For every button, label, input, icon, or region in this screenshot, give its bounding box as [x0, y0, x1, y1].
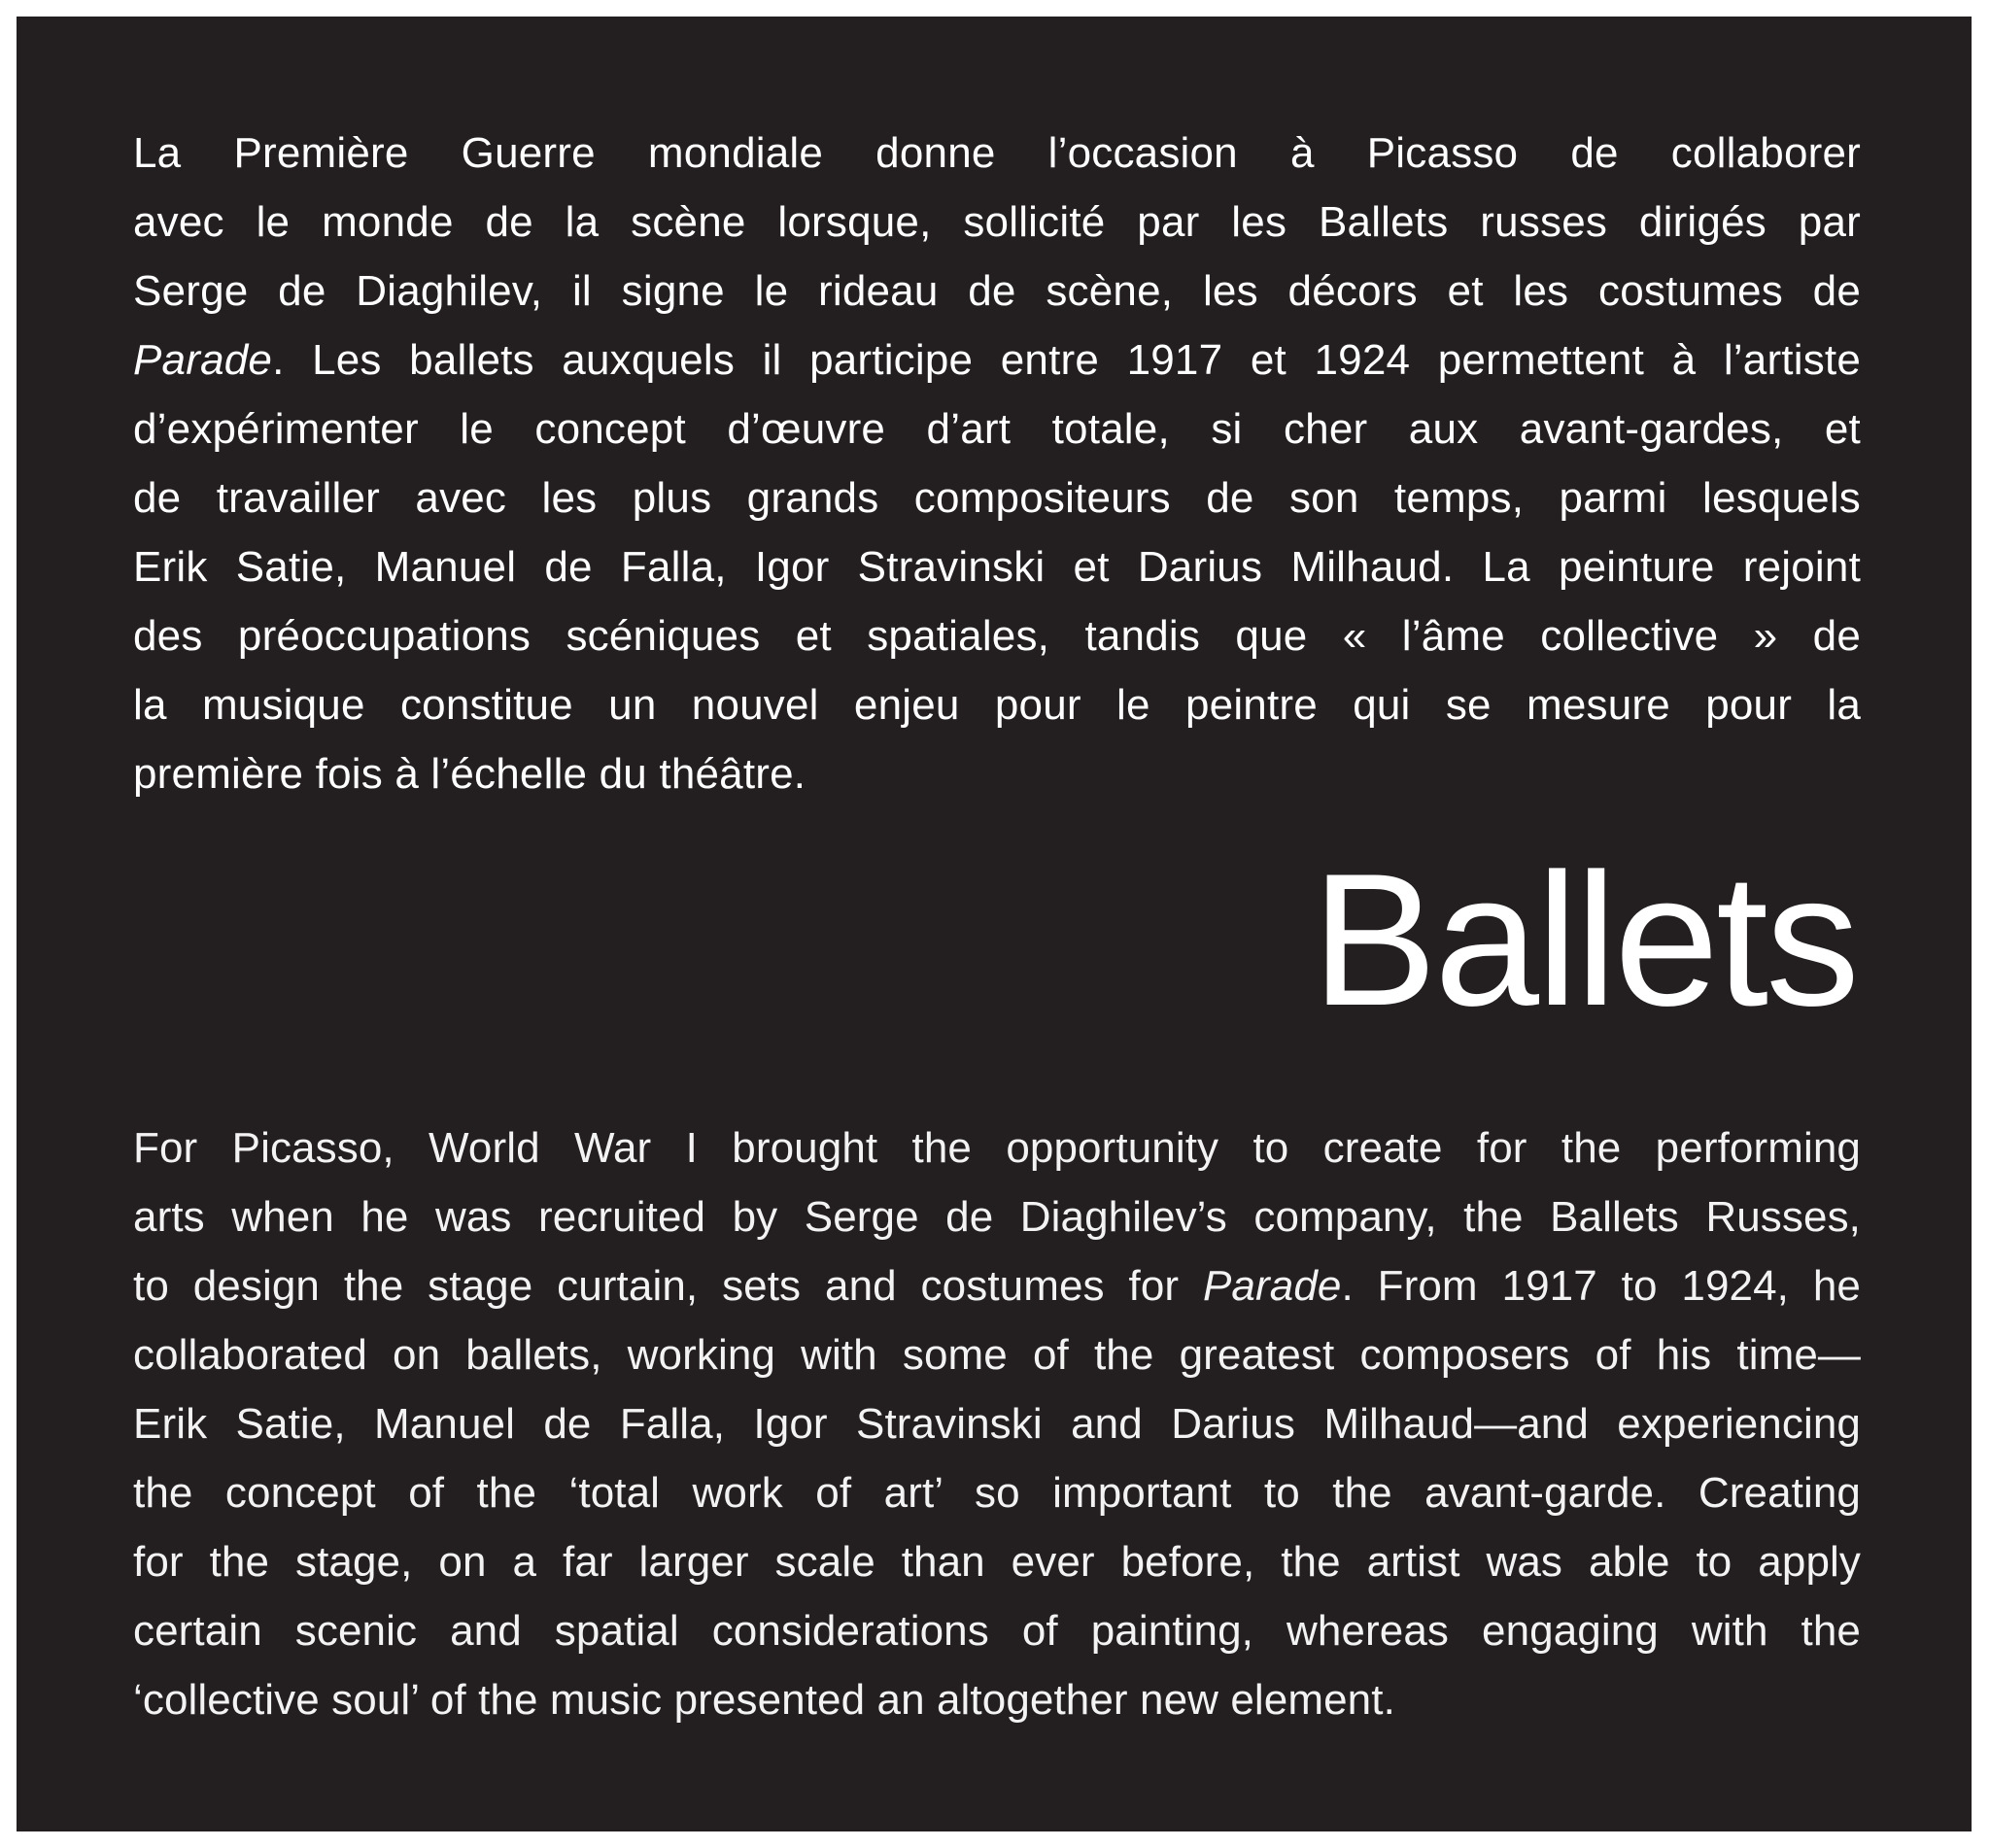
english-line-rest: . From 1917 to 1924, he: [1341, 1262, 1861, 1310]
french-line: [133, 325, 1861, 394]
english-line: certain scenic and spatial considerations of painting, whereas engaging with the: [133, 1607, 1861, 1655]
english-line-start: to design the stage curtain, sets and costumes for: [133, 1262, 1203, 1310]
french-line: Serge de Diaghilev, il signe le rideau de scène, les décors et les costumes de: [133, 267, 1861, 315]
french-line-rest: . Les ballets auxquels il participe entre 1917 et 1924 permettent à l’artiste: [272, 336, 1861, 384]
english-line: ‘collective soul’ of the music presented an altogether new element.: [133, 1676, 1395, 1724]
work-title-italic: Parade: [1202, 1262, 1342, 1310]
french-line: la musique constitue un nouvel enjeu pour le peintre qui se mesure pour la: [133, 681, 1861, 729]
english-line: Erik Satie, Manuel de Falla, Igor Stravinski and Darius Milhaud—and experiencing: [133, 1400, 1861, 1448]
work-title-italic: Parade: [133, 336, 273, 384]
french-line: avec le monde de la scène lorsque, sollicité par les Ballets russes dirigés par: [133, 198, 1861, 246]
english-line: for the stage, on a far larger scale than ever before, the artist was able to apply: [133, 1538, 1861, 1586]
english-paragraph: [133, 1113, 1861, 1734]
english-line: [133, 1251, 1861, 1320]
french-line: de travailler avec les plus grands compositeurs de son temps, parmi lesquels: [133, 474, 1861, 522]
english-line: the concept of the ‘total work of art’ so important to the avant-garde. Creating: [133, 1469, 1861, 1517]
section-heading: Ballets: [1311, 835, 1857, 1045]
english-line: For Picasso, World War I brought the opportunity to create for the performing: [133, 1124, 1861, 1172]
french-line: d’expérimenter le concept d’œuvre d’art totale, si cher aux avant-gardes, et: [133, 405, 1861, 453]
french-paragraph: [133, 119, 1861, 808]
english-line: arts when he was recruited by Serge de Diaghilev’s company, the Ballets Russes,: [133, 1193, 1861, 1241]
english-line: collaborated on ballets, working with some of the greatest composers of his time—: [133, 1331, 1861, 1379]
french-line: première fois à l’échelle du théâtre.: [133, 750, 806, 798]
french-line: Erik Satie, Manuel de Falla, Igor Stravinski et Darius Milhaud. La peinture rejoint: [133, 543, 1861, 591]
french-line: des préoccupations scéniques et spatiales, tandis que « l’âme collective » de: [133, 612, 1861, 660]
french-line: La Première Guerre mondiale donne l’occasion à Picasso de collaborer: [133, 129, 1861, 177]
